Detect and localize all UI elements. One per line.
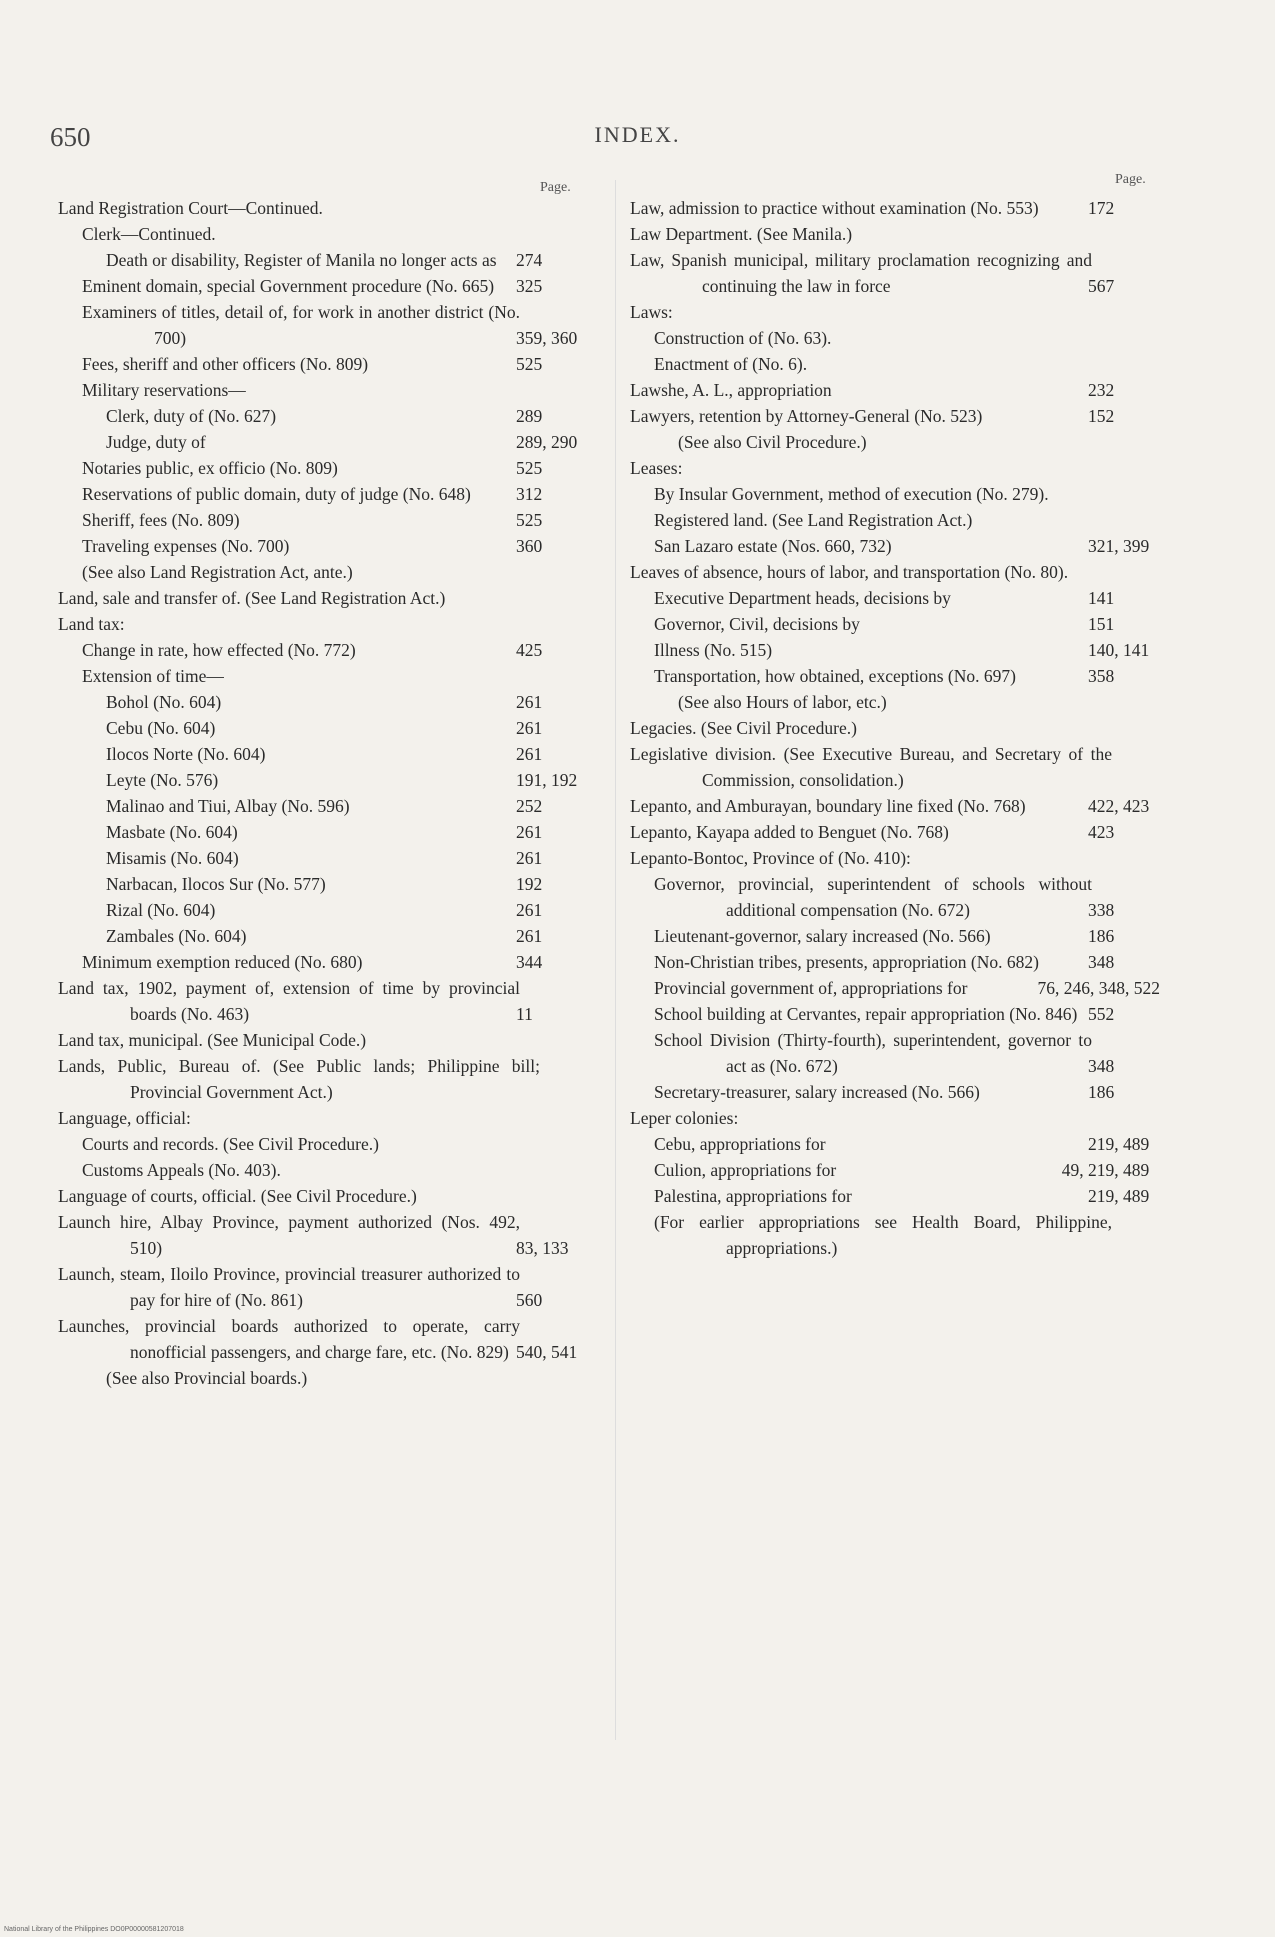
- index-entry: [58, 1209, 588, 1261]
- entry-text: Launch hire, Albay Province, payment authorized (Nos. 492, 510): [58, 1212, 520, 1258]
- entry-text: Palestina, appropriations for: [654, 1186, 852, 1206]
- entry-text: Construction of (No. 63).: [654, 328, 832, 348]
- entry-text: Laws:: [630, 302, 673, 322]
- entry-text: Narbacan, Ilocos Sur (No. 577): [106, 874, 326, 894]
- index-entry: [58, 247, 588, 273]
- entry-text: Cebu (No. 604): [106, 718, 216, 738]
- index-entry: [58, 1131, 588, 1157]
- entry-text: Law, admission to practice without examination (No. 553): [630, 198, 1039, 218]
- entry-page: 191, 192: [584, 767, 588, 793]
- entry-text: Masbate (No. 604): [106, 822, 238, 842]
- entry-text: Non-Christian tribes, presents, appropriation (No. 682): [654, 952, 1039, 972]
- index-entry: [630, 585, 1160, 611]
- entry-text: Launch, steam, Iloilo Province, provincial treasurer authorized to pay for hire of (No. 861): [58, 1264, 520, 1310]
- index-entry: [58, 221, 588, 247]
- entry-text: Zambales (No. 604): [106, 926, 247, 946]
- entry-page: 261: [584, 897, 588, 923]
- index-entry: [630, 819, 1160, 845]
- entry-page: 252: [584, 793, 588, 819]
- entry-page: 274: [584, 247, 588, 273]
- index-entry: [58, 663, 588, 689]
- index-entry: [58, 533, 588, 559]
- entry-page: 219, 489: [1156, 1131, 1160, 1157]
- index-entry: [630, 689, 1160, 715]
- entry-text: Leyte (No. 576): [106, 770, 219, 790]
- entry-page: 219, 489: [1156, 1183, 1160, 1209]
- entry-page: 338: [1156, 897, 1160, 923]
- index-entry: [630, 195, 1160, 221]
- entry-text: Lieutenant-governor, salary increased (No. 566): [654, 926, 991, 946]
- index-entry: [630, 923, 1160, 949]
- index-entry: [630, 351, 1160, 377]
- entry-page: 567: [1156, 273, 1160, 299]
- index-entry: [58, 559, 588, 585]
- index-entry: [58, 767, 588, 793]
- index-entry: [58, 299, 588, 351]
- page-label-right: Page.: [1115, 172, 1146, 187]
- entry-text: Fees, sheriff and other officers (No. 809): [82, 354, 369, 374]
- entry-text: Provincial government of, appropriations for: [654, 978, 968, 998]
- index-entry: [630, 663, 1160, 689]
- entry-text: San Lazaro estate (Nos. 660, 732): [654, 536, 892, 556]
- index-entry: [630, 559, 1160, 585]
- index-entry: [630, 975, 1160, 1001]
- entry-page: 192: [584, 871, 588, 897]
- entry-page: 261: [584, 715, 588, 741]
- entry-text: School building at Cervantes, repair appropriation (No. 846): [654, 1004, 1078, 1024]
- entry-text: Land tax:: [58, 614, 125, 634]
- running-head: INDEX.: [594, 122, 681, 147]
- index-entry: [58, 975, 588, 1027]
- entry-text: (For earlier appropriations see Health Board, Philippine, appropriations.): [654, 1212, 1112, 1258]
- index-entry: [58, 689, 588, 715]
- entry-text: Launches, provincial boards authorized to operate, carry nonofficial passengers, and charge fare, etc. (No. 829): [58, 1316, 520, 1362]
- index-entry: [58, 871, 588, 897]
- index-entry: [58, 585, 588, 611]
- entry-page: 289: [584, 403, 588, 429]
- entry-text: Land Registration Court—Continued.: [58, 198, 323, 218]
- entry-text: Secretary-treasurer, salary increased (No. 566): [654, 1082, 980, 1102]
- index-entry: [630, 403, 1160, 429]
- entry-page: 359, 360: [584, 325, 588, 351]
- index-entry: [58, 481, 588, 507]
- entry-text: Leaves of absence, hours of labor, and transportation (No. 80).: [630, 562, 1069, 582]
- page-label-left: Page.: [540, 180, 571, 195]
- index-entry: [58, 897, 588, 923]
- index-entry: [630, 1209, 1160, 1261]
- entry-page: 232: [1156, 377, 1160, 403]
- index-entry: [630, 1027, 1160, 1079]
- entry-text: Bohol (No. 604): [106, 692, 222, 712]
- index-entry: [630, 845, 1160, 871]
- entry-text: (See also Civil Procedure.): [678, 432, 867, 452]
- footer-credit: National Library of the Philippines DO0P00000581207018: [4, 1926, 184, 1933]
- index-entry: [58, 1313, 588, 1365]
- index-entry: [630, 715, 1160, 741]
- index-entry: [630, 949, 1160, 975]
- entry-page: 525: [584, 351, 588, 377]
- index-entry: [58, 507, 588, 533]
- entry-page: 261: [584, 845, 588, 871]
- index-entry: [630, 221, 1160, 247]
- entry-text: Legacies. (See Civil Procedure.): [630, 718, 857, 738]
- entry-text: Reservations of public domain, duty of judge (No. 648): [82, 484, 471, 504]
- index-entry: [58, 1053, 588, 1105]
- entry-text: Traveling expenses (No. 700): [82, 536, 290, 556]
- entry-page: 348: [1156, 949, 1160, 975]
- index-entry: [630, 1105, 1160, 1131]
- column-divider: [615, 180, 616, 1740]
- entry-text: Leper colonies:: [630, 1108, 739, 1128]
- index-entry: [630, 533, 1160, 559]
- entry-page: 422, 423: [1156, 793, 1160, 819]
- entry-page: 348: [1156, 1053, 1160, 1079]
- entry-text: Land tax, 1902, payment of, extension of time by provincial boards (No. 463): [58, 978, 520, 1024]
- index-entry: [630, 1131, 1160, 1157]
- entry-page: 325: [584, 273, 588, 299]
- index-entry: [58, 1183, 588, 1209]
- index-entry: [630, 611, 1160, 637]
- entry-page: 151: [1156, 611, 1160, 637]
- entry-text: Language, official:: [58, 1108, 191, 1128]
- entry-text: Land tax, municipal. (See Municipal Code.): [58, 1030, 367, 1050]
- entry-text: Governor, provincial, superintendent of schools without additional compensation (No. 672): [654, 874, 1092, 920]
- entry-text: (See also Hours of labor, etc.): [678, 692, 887, 712]
- index-entry: [58, 1365, 588, 1391]
- entry-page: 186: [1156, 1079, 1160, 1105]
- entry-text: Lepanto, and Amburayan, boundary line fixed (No. 768): [630, 796, 1026, 816]
- index-entry: [58, 611, 588, 637]
- entry-text: Land, sale and transfer of. (See Land Registration Act.): [58, 588, 446, 608]
- entry-page: 525: [584, 455, 588, 481]
- index-entry: [58, 351, 588, 377]
- entry-text: Customs Appeals (No. 403).: [82, 1160, 281, 1180]
- index-entry: [58, 793, 588, 819]
- index-entry: [630, 325, 1160, 351]
- entry-text: Judge, duty of: [106, 432, 206, 452]
- index-entry: [630, 481, 1160, 507]
- entry-text: Law, Spanish municipal, military proclamation recognizing and continuing the law in force: [630, 250, 1092, 296]
- entry-page: 140, 141: [1156, 637, 1160, 663]
- entry-text: Lands, Public, Bureau of. (See Public lands; Philippine bill; Provincial Government Act.): [58, 1056, 540, 1102]
- entry-text: Ilocos Norte (No. 604): [106, 744, 266, 764]
- index-entry: [58, 403, 588, 429]
- index-entry: [58, 1105, 588, 1131]
- index-entry: [58, 1157, 588, 1183]
- entry-text: Examiners of titles, detail of, for work in another district (No. 700): [82, 302, 520, 348]
- entry-text: Minimum exemption reduced (No. 680): [82, 952, 363, 972]
- entry-page: 540, 541: [584, 1339, 588, 1365]
- entry-page: 423: [1156, 819, 1160, 845]
- entry-page: 358: [1156, 663, 1160, 689]
- index-entry: [630, 741, 1160, 793]
- entry-text: Transportation, how obtained, exceptions (No. 697): [654, 666, 1016, 686]
- entry-text: Military reservations—: [82, 380, 246, 400]
- index-entry: [630, 1157, 1160, 1183]
- entry-page: 83, 133: [584, 1235, 588, 1261]
- entry-text: Courts and records. (See Civil Procedure.): [82, 1134, 379, 1154]
- index-entry: [58, 715, 588, 741]
- entry-page: 261: [584, 689, 588, 715]
- entry-text: Leases:: [630, 458, 683, 478]
- entry-page: 425: [584, 637, 588, 663]
- entry-page: 152: [1156, 403, 1160, 429]
- index-entry: [630, 429, 1160, 455]
- entry-page: 312: [584, 481, 588, 507]
- entry-text: Enactment of (No. 6).: [654, 354, 808, 374]
- entry-text: Lepanto, Kayapa added to Benguet (No. 768): [630, 822, 949, 842]
- index-entry: [630, 1001, 1160, 1027]
- entry-text: Malinao and Tiui, Albay (No. 596): [106, 796, 350, 816]
- entry-text: Clerk—Continued.: [82, 224, 216, 244]
- entry-page: 344: [584, 949, 588, 975]
- index-entry: [58, 845, 588, 871]
- entry-text: Law Department. (See Manila.): [630, 224, 853, 244]
- entry-text: Rizal (No. 604): [106, 900, 216, 920]
- entry-page: 289, 290: [584, 429, 588, 455]
- entry-text: Notaries public, ex officio (No. 809): [82, 458, 338, 478]
- index-entry: [630, 1079, 1160, 1105]
- entry-page: 560: [584, 1287, 588, 1313]
- entry-text: Illness (No. 515): [654, 640, 773, 660]
- entry-text: Executive Department heads, decisions by: [654, 588, 951, 608]
- index-entry: [630, 455, 1160, 481]
- entry-text: Legislative division. (See Executive Bureau, and Secretary of the Commission, consolidation.): [630, 744, 1112, 790]
- entry-page: 321, 399: [1156, 533, 1160, 559]
- entry-text: Cebu, appropriations for: [654, 1134, 826, 1154]
- index-entry: [58, 819, 588, 845]
- entry-text: (See also Land Registration Act, ante.): [82, 562, 353, 582]
- entry-text: Misamis (No. 604): [106, 848, 239, 868]
- entry-page: 552: [1156, 1001, 1160, 1027]
- entry-page: 261: [584, 923, 588, 949]
- index-entry: [58, 455, 588, 481]
- entry-page: 525: [584, 507, 588, 533]
- entry-text: Language of courts, official. (See Civil Procedure.): [58, 1186, 417, 1206]
- entry-text: Eminent domain, special Government procedure (No. 665): [82, 276, 495, 296]
- index-entry: [58, 637, 588, 663]
- index-entry: [630, 637, 1160, 663]
- entry-text: Registered land. (See Land Registration Act.): [654, 510, 973, 530]
- index-entry: [630, 247, 1160, 299]
- entry-page: 360: [584, 533, 588, 559]
- index-entry: [630, 507, 1160, 533]
- entry-page: 11: [584, 1001, 588, 1027]
- index-entry: [58, 273, 588, 299]
- entry-page: 261: [584, 819, 588, 845]
- entry-text: Change in rate, how effected (No. 772): [82, 640, 356, 660]
- index-entry: [58, 195, 588, 221]
- index-entry: [630, 793, 1160, 819]
- entry-page: 172: [1156, 195, 1160, 221]
- entry-text: Extension of time—: [82, 666, 224, 686]
- index-entry: [58, 1027, 588, 1053]
- index-entry: [630, 377, 1160, 403]
- index-entry: [58, 429, 588, 455]
- entry-text: Lawshe, A. L., appropriation: [630, 380, 832, 400]
- index-entry: [630, 1183, 1160, 1209]
- entry-text: (See also Provincial boards.): [106, 1368, 308, 1388]
- entry-page: 76, 246, 348, 522: [1106, 975, 1161, 1001]
- entry-text: Sheriff, fees (No. 809): [82, 510, 240, 530]
- index-entry: [58, 923, 588, 949]
- entry-text: Governor, Civil, decisions by: [654, 614, 860, 634]
- entry-page: 261: [584, 741, 588, 767]
- index-entry: [58, 741, 588, 767]
- entry-text: Clerk, duty of (No. 627): [106, 406, 277, 426]
- page-number: 650: [50, 122, 91, 152]
- entry-page: 141: [1156, 585, 1160, 611]
- entry-text: School Division (Thirty-fourth), superintendent, governor to act as (No. 672): [654, 1030, 1092, 1076]
- entry-page: 49, 219, 489: [1130, 1157, 1160, 1183]
- entry-text: Lepanto-Bontoc, Province of (No. 410):: [630, 848, 911, 868]
- entry-text: Death or disability, Register of Manila no longer acts as: [106, 250, 497, 270]
- index-entry: [58, 1261, 588, 1313]
- entry-text: Culion, appropriations for: [654, 1160, 837, 1180]
- entry-page: 186: [1156, 923, 1160, 949]
- index-entry: [630, 299, 1160, 325]
- index-entry: [58, 949, 588, 975]
- index-entry: [630, 871, 1160, 923]
- entry-text: Lawyers, retention by Attorney-General (No. 523): [630, 406, 983, 426]
- entry-text: By Insular Government, method of execution (No. 279).: [654, 484, 1049, 504]
- index-entry: [58, 377, 588, 403]
